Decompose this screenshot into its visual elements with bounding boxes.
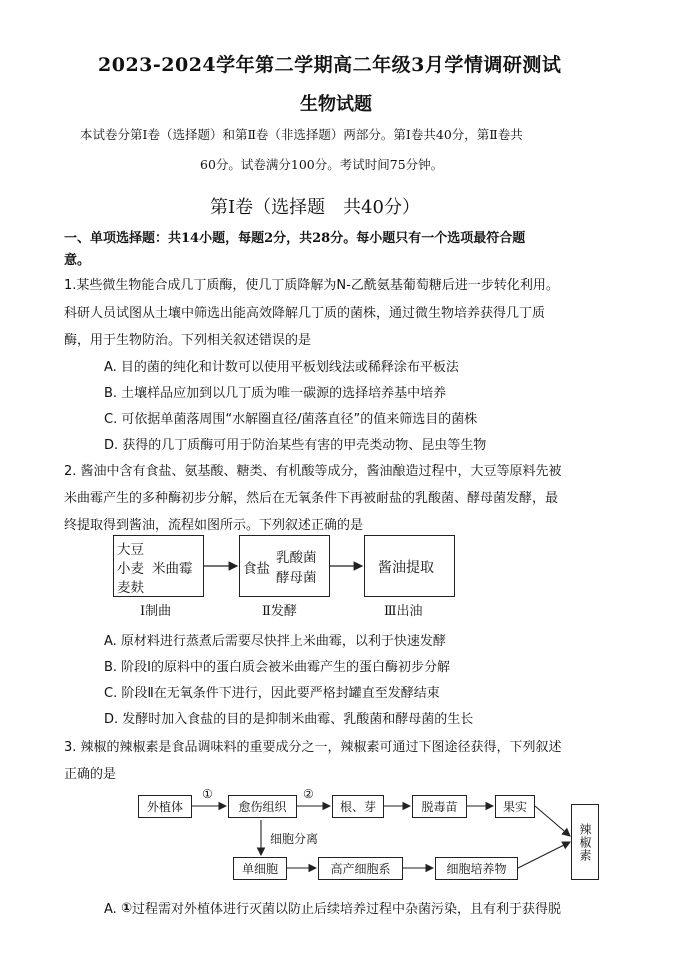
single-cell-box: 单细胞 [233,857,287,880]
option-text: 过程需对外植体进行灭菌以防止后续培养过程中杂菌污染，且有利于获得脱 [131,902,561,917]
cell-separation-label: 细胞分离 [270,832,319,846]
cell-culture-box: 细胞培养物 [435,857,518,880]
fruit-box: 果实 [495,795,535,818]
exam-note-line1: 本试卷分第Ⅰ卷（选择题）和第Ⅱ卷（非选择题）两部分。第Ⅰ卷共40分，第Ⅱ卷共 [80,127,523,142]
raw-material: 小麦 [117,561,144,577]
extraction-label: 酱油提取 [378,560,434,576]
q1-stem-line: 1.某些微生物能合成几丁质酶，使几丁质降解为N-乙酰氨基葡萄糖后进一步转化利用。 [64,278,559,293]
yeast-label: 酵母菌 [276,570,317,586]
arrow [535,806,570,836]
stage-caption: Ⅲ出油 [384,604,423,619]
exam-note-line2: 60分。试卷满分100分。考试时间75分钟。 [200,157,444,172]
q2-stem-line: 终提取得到酱油，流程如图所示。下列叙述正确的是 [64,518,364,533]
capsaicin-box [571,804,599,880]
step-2-label: ② [303,787,314,801]
step-1-marker: ① [120,901,132,916]
q1-option-c: C. 可依据单菌落周围“水解圈直径/菌落直径”的值来筛选目的菌株 [104,412,478,427]
q1-stem-line: 科研人员试图从土壤中筛选出能高效降解几丁质的菌株，通过微生物培养获得几丁质 [64,306,546,321]
stage-caption: Ⅰ制曲 [140,604,172,619]
aspergillus-label: 米曲霉 [152,561,193,577]
root-bud-box: 根、芽 [332,795,384,818]
stage-caption: Ⅱ发酵 [262,604,297,619]
q3-option-a [104,898,561,917]
q3-stem-line: 3. 辣椒的辣椒素是食品调味料的重要成分之一，辣椒素可通过下图途径获得，下列叙述 [64,740,562,755]
q1-stem-line: 酶，用于生物防治。下列相关叙述错误的是 [64,333,312,348]
q2-option-b: B. 阶段Ⅰ的原料中的蛋白质会被米曲霉产生的蛋白酶初步分解 [104,660,451,675]
callus-box: 愈伤组织 [228,795,297,818]
raw-material: 大豆 [117,542,144,558]
lactic-bacteria-label: 乳酸菌 [276,550,317,566]
q2-option-a: A. 原材料进行蒸煮后需要尽快拌上米曲霉，以利于快速发酵 [104,634,446,649]
part1-instruction-line2: 意。 [64,253,91,268]
q2-option-c: C. 阶段Ⅱ在无氧条件下进行，因此要严格封罐直至发酵结束 [104,686,440,701]
arrow [518,842,570,868]
part1-instruction-line1: 一、单项选择题：共14小题，每题2分，共28分。每小题只有一个选项最符合题 [64,231,526,246]
q3-stem-line: 正确的是 [64,767,117,782]
part1-title: 第Ⅰ卷（选择题 共40分） [210,197,421,218]
exam-title: 2023-2024学年第二学期高二年级3月学情调研测试 [98,54,562,76]
subject-title: 生物试题 [300,94,372,115]
q2-option-d: D. 发酵时加入食盐的目的是抑制米曲霉、乳酸菌和酵母菌的生长 [104,712,474,727]
option-marker: A. [104,902,117,917]
q1-option-a: A. 目的菌的纯化和计数可以使用平板划线法或稀释涂布平板法 [104,360,459,375]
q1-option-d: D. 获得的几丁质酶可用于防治某些有害的甲壳类动物、昆虫等生物 [104,438,487,453]
step-1-label: ① [202,787,213,801]
explant-box: 外植体 [138,795,192,818]
salt-label: 食盐 [243,561,270,577]
raw-material: 麦麸 [117,580,144,596]
virus-free-seedling-box: 脱毒苗 [412,795,467,818]
q1-option-b: B. 土壤样品应加到以几丁质为唯一碳源的选择培养基中培养 [104,386,447,401]
capsaicin-label: 辣椒素 [578,822,592,862]
q2-stem-line: 米曲霉产生的多种酶初步分解，然后在无氧条件下再被耐盐的乳酸菌、酵母菌发酵，最 [64,491,559,506]
q2-stem-line: 2. 酱油中含有食盐、氨基酸、糖类、有机酸等成分，酱油酿造过程中，大豆等原料先被 [64,464,562,479]
high-yield-line-box: 高产细胞系 [318,857,403,880]
